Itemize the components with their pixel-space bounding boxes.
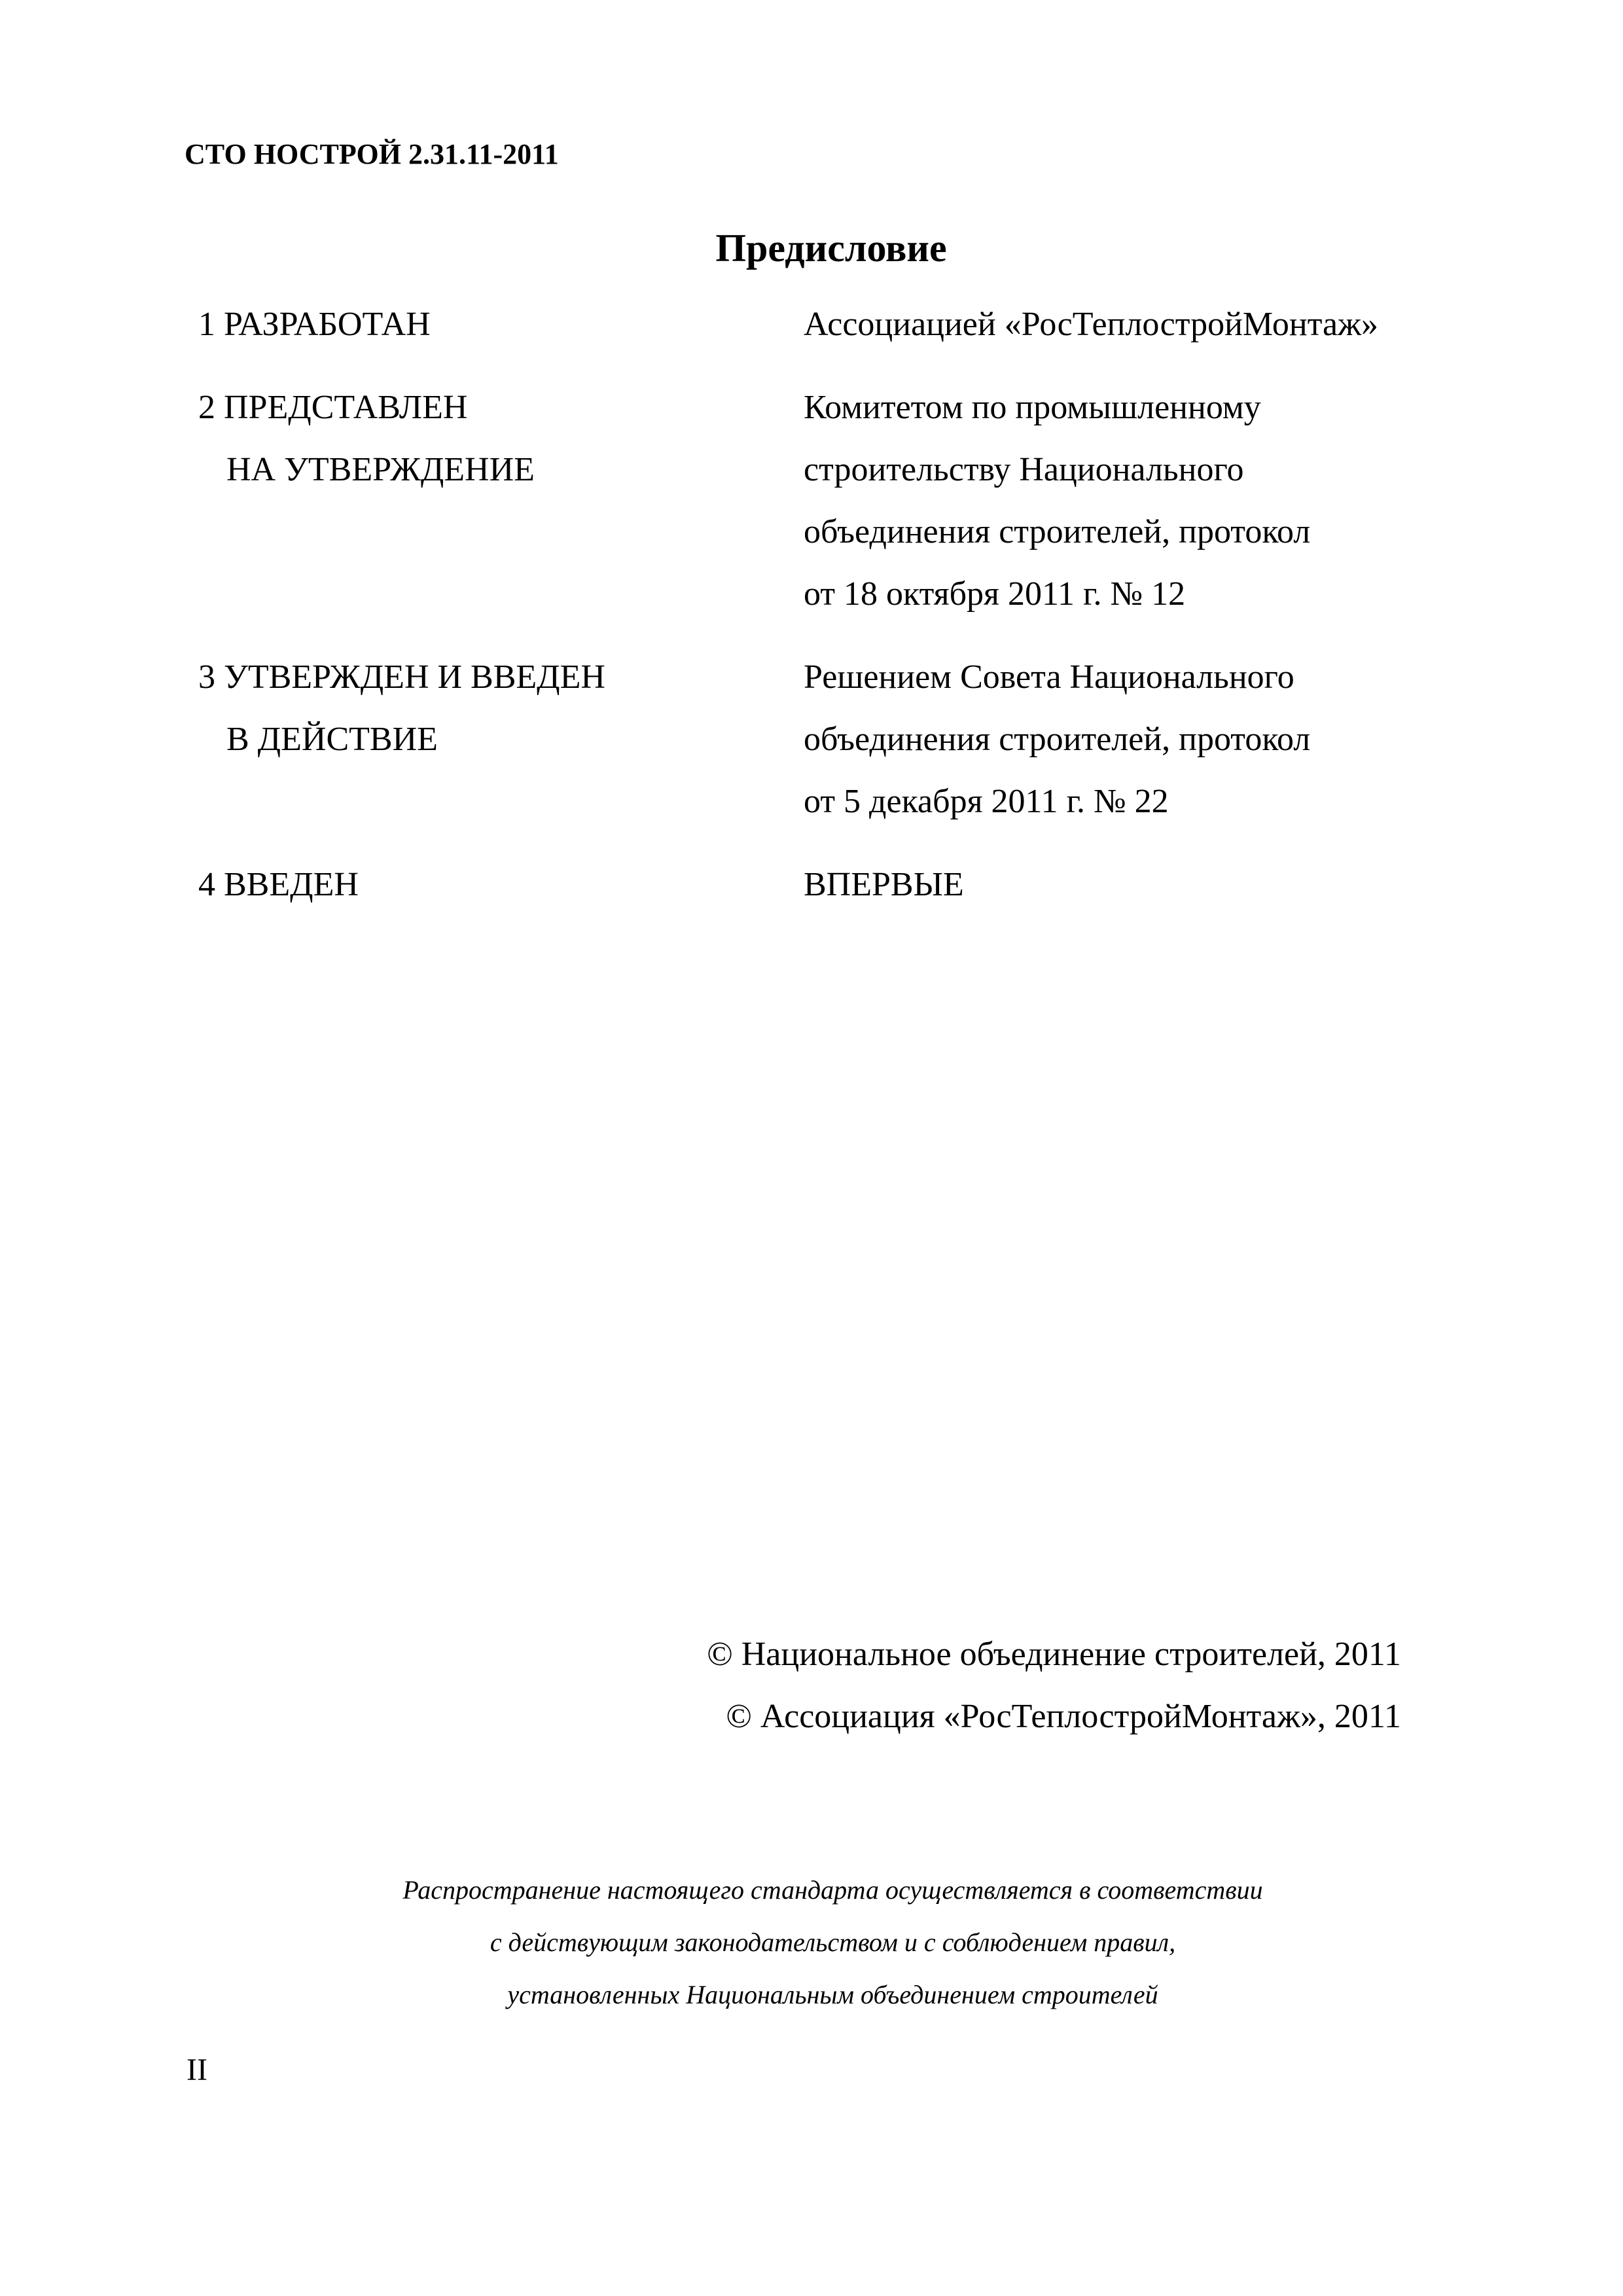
value-line: Решением Совета Национального — [804, 658, 1294, 696]
value-line: ВПЕРВЫЕ — [804, 866, 964, 903]
copyright-line: © Национальное объединение строителей, 2011 — [707, 1636, 1401, 1673]
page-title: Предисловие — [715, 226, 947, 270]
foreword-item-developed — [198, 293, 1442, 355]
value-line: объединения строителей, протокол — [804, 721, 1311, 758]
notice-line: с действующим законодательством и с соблюдением правил, — [490, 1928, 1176, 1957]
foreword-item-approved — [198, 646, 1442, 833]
label-line: 1 РАЗРАБОТАН — [198, 306, 431, 343]
notice-line: установленных Национальным объединением строителей — [507, 1980, 1158, 2009]
foreword-item-value — [804, 646, 1442, 833]
label-line: НА УТВЕРЖДЕНИЕ — [226, 451, 535, 488]
foreword-item-label — [198, 376, 804, 501]
foreword-list — [198, 293, 1442, 916]
foreword-item-label — [198, 293, 804, 355]
foreword-item-label — [198, 646, 804, 770]
foreword-item-value — [804, 293, 1442, 355]
foreword-item-value — [804, 376, 1442, 625]
value-line: объединения строителей, протокол — [804, 513, 1311, 550]
page-number: II — [187, 2053, 207, 2087]
value-line: строительству Национального — [804, 451, 1244, 488]
distribution-notice — [0, 1864, 1623, 2021]
copyright-line: © Ассоциация «РосТеплостройМонтаж», 2011 — [726, 1698, 1401, 1735]
copyright-block — [707, 1623, 1401, 1748]
value-line: Ассоциацией «РосТеплостройМонтаж» — [804, 306, 1379, 343]
label-line: В ДЕЙСТВИЕ — [226, 721, 438, 758]
value-line: от 18 октября 2011 г. № 12 — [804, 575, 1186, 613]
label-line: 3 УТВЕРЖДЕН И ВВЕДЕН — [198, 658, 605, 696]
foreword-item-introduced — [198, 853, 1442, 916]
label-line: 4 ВВЕДЕН — [198, 866, 359, 903]
foreword-item-label — [198, 853, 804, 916]
label-line: 2 ПРЕДСТАВЛЕН — [198, 389, 468, 426]
document-code: СТО НОСТРОЙ 2.31.11-2011 — [185, 138, 559, 170]
foreword-item-value — [804, 853, 1442, 916]
value-line: от 5 декабря 2011 г. № 22 — [804, 783, 1169, 820]
foreword-item-submitted — [198, 376, 1442, 625]
notice-line: Распространение настоящего стандарта осуществляется в соответствии — [402, 1875, 1263, 1905]
value-line: Комитетом по промышленному — [804, 389, 1261, 426]
